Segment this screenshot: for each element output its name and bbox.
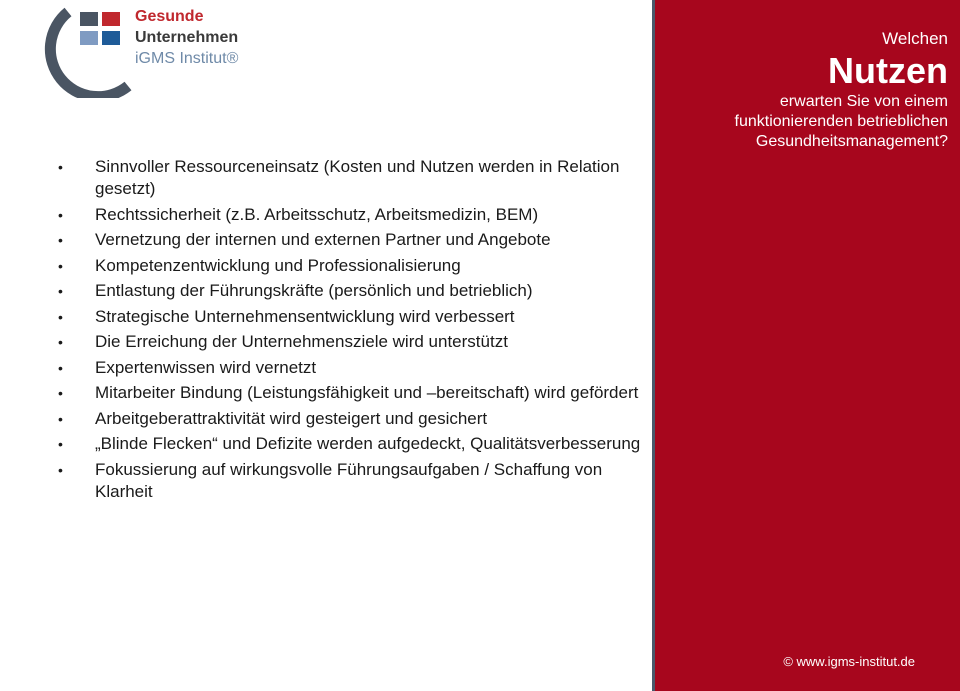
bullet-item bbox=[58, 255, 658, 277]
bullet-list bbox=[58, 156, 658, 506]
copyright-text: © www.igms-institut.de bbox=[783, 654, 915, 669]
bullet-dot-icon: • bbox=[58, 308, 63, 325]
bullet-text: Mitarbeiter Bindung (Leistungsfähigkeit und –bereitschaft) wird gefördert bbox=[95, 383, 639, 402]
panel-question: erwarten Sie von einem funktionierenden betrieblichen Gesundheitsmanagement? bbox=[734, 93, 948, 150]
bullet-dot-icon: • bbox=[58, 283, 63, 299]
panel-heading bbox=[668, 28, 948, 152]
bullet-text: Die Erreichung der Unternehmensziele wird unterstützt bbox=[95, 332, 508, 351]
bullet-text: Vernetzung der internen und externen Partner und Angebote bbox=[95, 230, 551, 249]
bullet-text: Arbeitgeberattraktivität wird gesteigert und gesichert bbox=[95, 408, 488, 428]
logo-text-institut: iGMS Institut® bbox=[135, 50, 239, 67]
bullet-item bbox=[58, 331, 658, 353]
bullet-item bbox=[58, 204, 658, 226]
bullet-item bbox=[58, 433, 658, 455]
bullet-text: Rechtssicherheit (z.B. Arbeitsschutz, Arbeitsmedizin, BEM) bbox=[95, 204, 539, 224]
bullet-item bbox=[58, 306, 658, 328]
panel-welchen: Welchen bbox=[882, 29, 948, 48]
logo-text-gesunde: Gesunde bbox=[135, 8, 204, 25]
bullet-dot-icon: • bbox=[58, 232, 63, 248]
logo-square-blue bbox=[102, 31, 120, 45]
logo-square-light-blue bbox=[80, 31, 98, 45]
bullet-dot-icon: • bbox=[58, 159, 63, 175]
bullet-item bbox=[58, 156, 658, 200]
bullet-item bbox=[58, 382, 658, 404]
bullet-dot-icon: • bbox=[58, 461, 63, 478]
bullet-dot-icon: • bbox=[58, 334, 63, 350]
bullet-text: Entlastung der Führungskräfte (persönlich und betrieblich) bbox=[95, 281, 533, 300]
bullet-text: Sinnvoller Ressourceneinsatz (Kosten und Nutzen werden in Relation gesetzt) bbox=[95, 157, 620, 198]
bullet-text: Strategische Unternehmensentwicklung wird verbessert bbox=[95, 306, 515, 326]
bullet-dot-icon: • bbox=[58, 385, 63, 401]
logo-square-red bbox=[102, 12, 120, 26]
bullet-text: Fokussierung auf wirkungsvolle Führungsaufgaben / Schaffung von Klarheit bbox=[95, 459, 603, 501]
bullet-item bbox=[58, 229, 658, 251]
logo-square-dark bbox=[80, 12, 98, 26]
right-panel bbox=[652, 0, 960, 691]
bullet-item bbox=[58, 408, 658, 430]
panel-nutzen: Nutzen bbox=[828, 50, 948, 91]
logo bbox=[18, 6, 278, 98]
bullet-text: „Blinde Flecken“ und Defizite werden aufgedeckt, Qualitätsverbesserung bbox=[95, 434, 641, 453]
bullet-dot-icon: • bbox=[58, 257, 63, 274]
bullet-dot-icon: • bbox=[58, 206, 63, 223]
bullet-dot-icon: • bbox=[58, 359, 63, 376]
bullet-text: Kompetenzentwicklung und Professionalisierung bbox=[95, 255, 461, 275]
bullet-dot-icon: • bbox=[58, 436, 63, 452]
bullet-dot-icon: • bbox=[58, 410, 63, 427]
bullet-item bbox=[58, 459, 658, 503]
bullet-item bbox=[58, 357, 658, 379]
bullet-text: Expertenwissen wird vernetzt bbox=[95, 357, 317, 377]
bullet-item bbox=[58, 280, 658, 302]
logo-text-unternehmen: Unternehmen bbox=[135, 29, 239, 46]
